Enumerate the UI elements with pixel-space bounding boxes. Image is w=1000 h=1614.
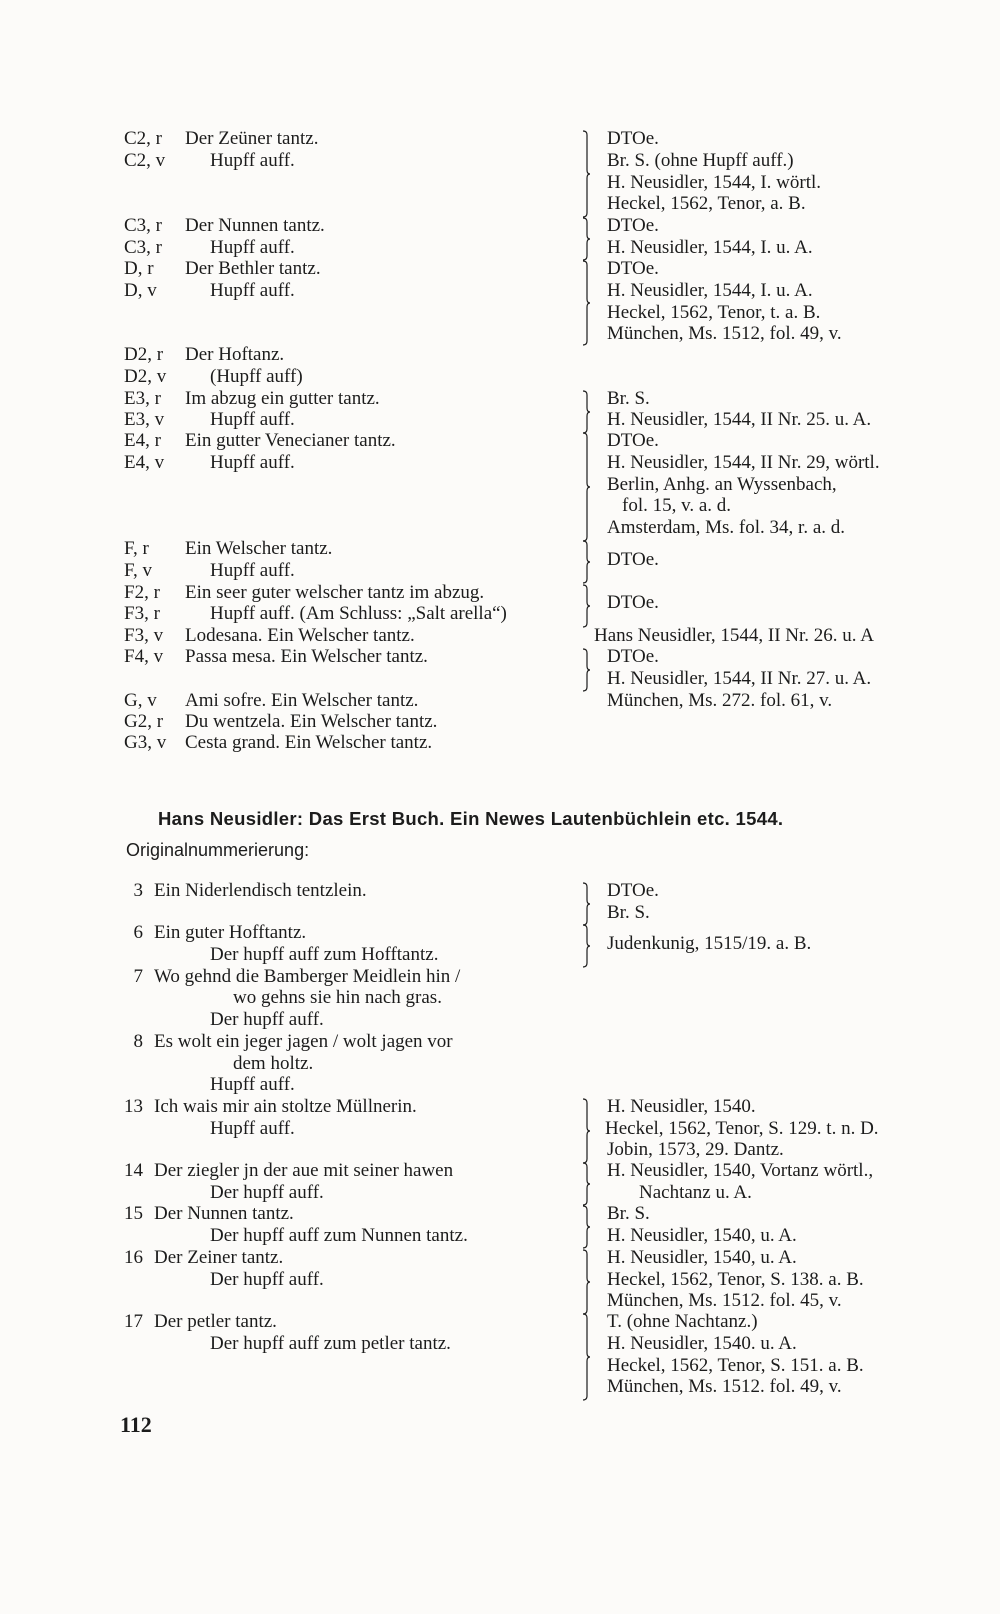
piece-title: Wo gehnd die Bamberger Meidlein hin /	[154, 966, 461, 987]
signature: C3, r	[124, 215, 162, 236]
signature: E4, v	[124, 452, 165, 473]
source-reference: Jobin, 1573, 29. Dantz.	[607, 1139, 784, 1160]
brace-icon	[581, 584, 591, 628]
piece-title: Ein Niderlendisch tentzlein.	[154, 880, 367, 901]
title-hupff: Hupff auff.	[210, 452, 295, 473]
piece-title: Hupff auff.	[210, 1118, 295, 1139]
brace-icon	[581, 217, 591, 261]
brace-icon	[581, 432, 591, 542]
piece-title: wo gehns sie hin nach gras.	[233, 987, 442, 1008]
source-reference: T. (ohne Nachtanz.)	[607, 1311, 758, 1332]
dance-title: Lodesana. Ein Welscher tantz.	[185, 625, 415, 646]
piece-title: Ein guter Hofftantz.	[154, 922, 307, 943]
piece-number: 15	[124, 1203, 143, 1224]
piece-number: 13	[124, 1096, 143, 1117]
signature: D2, r	[124, 344, 164, 365]
signature: E3, r	[124, 388, 161, 409]
dance-title: Du wentzela. Ein Welscher tantz.	[185, 711, 438, 732]
brace-icon	[581, 540, 591, 584]
piece-title: Hupff auff.	[210, 1074, 295, 1095]
source-reference: DTOe.	[607, 128, 659, 149]
source-reference: DTOe.	[607, 880, 659, 901]
piece-title: Der hupff auff.	[210, 1009, 324, 1030]
brace-icon	[581, 882, 591, 926]
signature: G3, v	[124, 732, 167, 753]
piece-title: dem holtz.	[233, 1053, 314, 1074]
source-reference: DTOe.	[607, 430, 659, 451]
piece-number: 8	[133, 1031, 143, 1052]
piece-number: 3	[133, 880, 143, 901]
dance-title: Der Nunnen tantz.	[185, 215, 325, 236]
piece-title: Ich wais mir ain stoltze Müllnerin.	[154, 1096, 417, 1117]
brace-icon	[581, 1162, 591, 1206]
title-hupff: Hupff auff.	[210, 150, 295, 171]
signature: F3, v	[124, 625, 164, 646]
source-reference: Heckel, 1562, Tenor, S. 138. a. B.	[607, 1269, 864, 1290]
source-reference: Heckel, 1562, Tenor, S. 129. t. n. D.	[605, 1118, 879, 1139]
dance-title: Ami sofre. Ein Welscher tantz.	[185, 690, 419, 711]
signature: F4, v	[124, 646, 164, 667]
signature: F, r	[124, 538, 149, 559]
brace-icon	[581, 1098, 591, 1164]
source-reference: Heckel, 1562, Tenor, S. 151. a. B.	[607, 1355, 864, 1376]
signature: C2, r	[124, 128, 162, 149]
title-hupff: Hupff auff.	[210, 237, 295, 258]
piece-title: Es wolt ein jeger jagen / wolt jagen vor	[154, 1031, 453, 1052]
piece-title: Der Nunnen tantz.	[154, 1203, 294, 1224]
source-reference: München, Ms. 272. fol. 61, v.	[607, 690, 833, 711]
title-hupff: (Hupff auff)	[210, 366, 303, 387]
source-reference: Br. S. (ohne Hupff auff.)	[607, 150, 794, 171]
source-reference: Judenkunig, 1515/19. a. B.	[607, 933, 812, 954]
source-reference: München, Ms. 1512. fol. 49, v.	[607, 1376, 842, 1397]
source-reference: Br. S.	[607, 388, 650, 409]
source-reference: H. Neusidler, 1540, Vortanz wörtl.,	[607, 1160, 874, 1181]
signature: E4, r	[124, 430, 161, 451]
signature: C2, v	[124, 150, 166, 171]
title-hupff: Hupff auff.	[210, 409, 295, 430]
source-reference: Heckel, 1562, Tenor, t. a. B.	[607, 302, 821, 323]
dance-title: Der Bethler tantz.	[185, 258, 321, 279]
piece-number: 17	[124, 1311, 143, 1332]
piece-number: 6	[133, 922, 143, 943]
source-reference: H. Neusidler, 1540, u. A.	[607, 1225, 797, 1246]
numbering-label: Originalnummerierung:	[126, 840, 310, 860]
source-reference: Br. S.	[607, 902, 650, 923]
title-hupff: Hupff auff.	[210, 280, 295, 301]
dance-title: Ein Welscher tantz.	[185, 538, 333, 559]
section-heading: Hans Neusidler: Das Erst Buch. Ein Newes Lautenbüchlein etc. 1544.	[158, 808, 784, 829]
source-reference: DTOe.	[607, 258, 659, 279]
dance-title: Der Hoftanz.	[185, 344, 285, 365]
dance-title: Cesta grand. Ein Welscher tantz.	[185, 732, 433, 753]
signature: F3, r	[124, 603, 160, 624]
piece-title: Der hupff auff.	[210, 1269, 324, 1290]
source-reference: H. Neusidler, 1540. u. A.	[607, 1333, 797, 1354]
source-reference: H. Neusidler, 1544, I. wörtl.	[607, 172, 822, 193]
piece-number: 7	[133, 966, 143, 987]
source-reference: H. Neusidler, 1544, II Nr. 27. u. A.	[607, 668, 872, 689]
source-reference: Br. S.	[607, 1203, 650, 1224]
source-reference: H. Neusidler, 1544, I. u. A.	[607, 280, 813, 301]
dance-title: Passa mesa. Ein Welscher tantz.	[185, 646, 428, 667]
source-reference: Nachtanz u. A.	[639, 1182, 752, 1203]
dance-title: Im abzug ein gutter tantz.	[185, 388, 380, 409]
brace-icon	[581, 1249, 591, 1315]
source-reference: München, Ms. 1512, fol. 49, v.	[607, 323, 842, 344]
source-reference: DTOe.	[607, 646, 659, 667]
signature: C3, r	[124, 237, 162, 258]
source-reference: Amsterdam, Ms. fol. 34, r. a. d.	[607, 517, 846, 538]
piece-number: 14	[124, 1160, 143, 1181]
piece-number: 16	[124, 1247, 143, 1268]
dance-title: Ein seer guter welscher tantz im abzug.	[185, 582, 485, 603]
signature: F2, r	[124, 582, 160, 603]
page-number: 112	[120, 1412, 152, 1437]
brace-icon	[581, 390, 591, 434]
signature: D2, v	[124, 366, 167, 387]
title-hupff: Hupff auff.	[210, 560, 295, 581]
piece-title: Der ziegler jn der aue mit seiner hawen	[154, 1160, 454, 1181]
piece-title: Der hupff auff.	[210, 1182, 324, 1203]
source-reference: Berlin, Anhg. an Wyssenbach,	[607, 474, 837, 495]
source-reference: H. Neusidler, 1540, u. A.	[607, 1247, 797, 1268]
source-reference: Hans Neusidler, 1544, II Nr. 26. u. A	[594, 625, 874, 646]
piece-title: Der hupff auff zum Hofftantz.	[210, 944, 439, 965]
brace-icon	[581, 1205, 591, 1249]
signature: E3, v	[124, 409, 165, 430]
piece-title: Der Zeiner tantz.	[154, 1247, 284, 1268]
signature: D, v	[124, 280, 157, 301]
source-reference: DTOe.	[607, 549, 659, 570]
source-reference: DTOe.	[607, 592, 659, 613]
piece-title: Der petler tantz.	[154, 1311, 277, 1332]
signature: G2, r	[124, 711, 164, 732]
source-reference: DTOe.	[607, 215, 659, 236]
brace-icon	[581, 924, 591, 968]
source-reference: fol. 15, v. a. d.	[622, 495, 732, 516]
title-hupff: Hupff auff. (Am Schluss: „Salt arella“)	[210, 603, 507, 624]
source-reference: München, Ms. 1512. fol. 45, v.	[607, 1290, 842, 1311]
dance-title: Ein gutter Venecianer tantz.	[185, 430, 396, 451]
source-reference: H. Neusidler, 1544, II Nr. 25. u. A.	[607, 409, 872, 430]
brace-icon	[581, 648, 591, 692]
brace-icon	[581, 130, 591, 218]
piece-title: Der hupff auff zum petler tantz.	[210, 1333, 451, 1354]
source-reference: H. Neusidler, 1544, II Nr. 29, wörtl.	[607, 452, 880, 473]
signature: D, r	[124, 258, 154, 279]
source-reference: H. Neusidler, 1544, I. u. A.	[607, 237, 813, 258]
signature: G, v	[124, 690, 157, 711]
signature: F, v	[124, 560, 153, 581]
dance-title: Der Zeüner tantz.	[185, 128, 319, 149]
source-reference: H. Neusidler, 1540.	[607, 1096, 756, 1117]
brace-icon	[581, 260, 591, 346]
brace-icon	[581, 1313, 591, 1401]
piece-title: Der hupff auff zum Nunnen tantz.	[210, 1225, 468, 1246]
source-reference: Heckel, 1562, Tenor, a. B.	[607, 193, 806, 214]
